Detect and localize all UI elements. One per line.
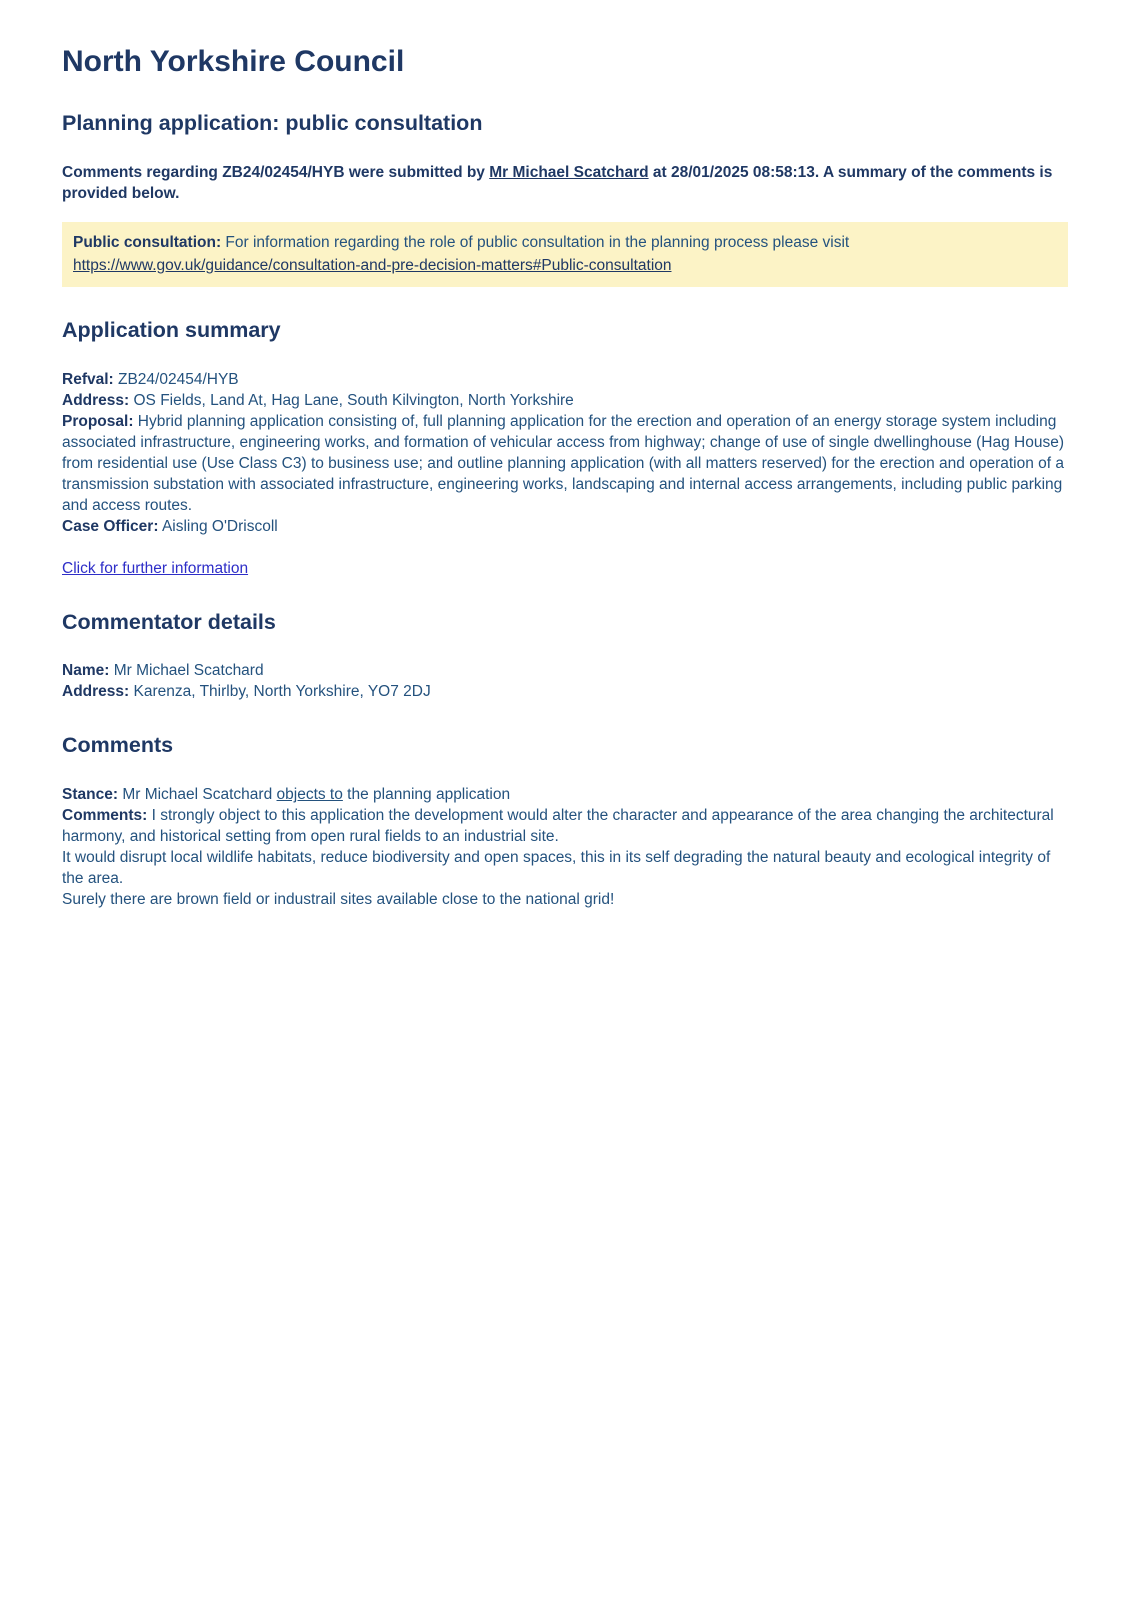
comment-line xyxy=(62,805,1068,847)
notice-text: For information regarding the role of public consultation in the planning process please visit xyxy=(221,233,850,251)
comments-block xyxy=(62,784,1068,910)
application-summary-heading: Application summary xyxy=(62,317,281,342)
stance-objection: objects to xyxy=(276,786,343,804)
page-title: North Yorkshire Council xyxy=(62,45,405,78)
commentator-name-label: Name: xyxy=(62,662,110,680)
subtitle-public-consultation: Planning application: public consultation xyxy=(62,111,483,135)
refval-row xyxy=(62,369,1068,390)
commentator-address-row xyxy=(62,681,1068,702)
comment-text-1: I strongly object to this application the development would alter the character and appearance of the area changing the architectural harmony, and historical setting from open rural fields to an industrial site. xyxy=(62,807,1054,846)
notice-label: Public consultation: xyxy=(73,233,222,251)
site-address-value: OS Fields, Land At, Hag Lane, South Kilvington, North Yorkshire xyxy=(133,391,574,409)
intro-prefix: Comments regarding ZB24/02454/HYB were submitted by xyxy=(62,163,490,181)
comments-heading: Comments xyxy=(62,733,174,758)
stance-row xyxy=(62,784,1068,805)
case-officer-value: Aisling O'Driscoll xyxy=(161,517,278,535)
commentator-details-block xyxy=(62,660,1068,702)
application-summary-block xyxy=(62,369,1068,537)
stance-suffix: the planning application xyxy=(342,786,511,804)
comment-line: It would disrupt local wildlife habitats, reduce biodiversity and open spaces, this in its self degrading the natural beauty and ecological integrity of the area. xyxy=(62,849,1051,888)
stance-prefix: Mr Michael Scatchard xyxy=(122,786,277,804)
commentator-address-value: Karenza, Thirlby, North Yorkshire, YO7 2DJ xyxy=(133,683,431,701)
site-address-row xyxy=(62,390,1068,411)
case-officer-label: Case Officer: xyxy=(62,517,159,535)
further-information-paragraph xyxy=(62,558,1068,579)
intro-suffix: at 28/01/2025 08:58:13. A summary of the comments is provided below. xyxy=(62,163,1053,202)
commentator-name-link[interactable]: Mr Michael Scatchard xyxy=(489,163,649,181)
comment-line: Surely there are brown field or industrail sites available close to the national grid! xyxy=(62,891,615,909)
public-consultation-notice xyxy=(62,222,1068,287)
gov-uk-consultation-link[interactable]: https://www.gov.uk/guidance/consultation-and-pre-decision-matters#Public-consultation xyxy=(73,256,672,274)
stance-label: Stance: xyxy=(62,786,118,804)
commentator-name-row xyxy=(62,660,1068,681)
proposal-label: Proposal: xyxy=(62,412,134,430)
refval-value: ZB24/02454/HYB xyxy=(118,370,239,388)
proposal-row xyxy=(62,411,1068,516)
commentator-address-label: Address: xyxy=(62,683,130,701)
commentator-details-heading: Commentator details xyxy=(62,609,276,634)
site-address-label: Address: xyxy=(62,391,130,409)
commentator-name-value: Mr Michael Scatchard xyxy=(113,662,264,680)
proposal-value: Hybrid planning application consisting of, full planning application for the erection and operation of an energy storage system including associated infrastructure, engineering works, and formation of vehicular access from highway; change of use of single dwellinghouse (Hag House) from residential use (Use Class C3) to business use; and outline planning application (with all matters reserved) for the erection and operation of a transmission substation with associated infrastructure, engineering works, landscaping and internal access arrangements, including public parking and access routes. xyxy=(62,412,1065,514)
further-information-link[interactable]: Click for further information xyxy=(62,559,249,577)
case-officer-row xyxy=(62,516,1068,537)
comments-label: Comments: xyxy=(62,807,148,825)
refval-label: Refval: xyxy=(62,370,114,388)
submission-summary-paragraph xyxy=(62,162,1068,204)
